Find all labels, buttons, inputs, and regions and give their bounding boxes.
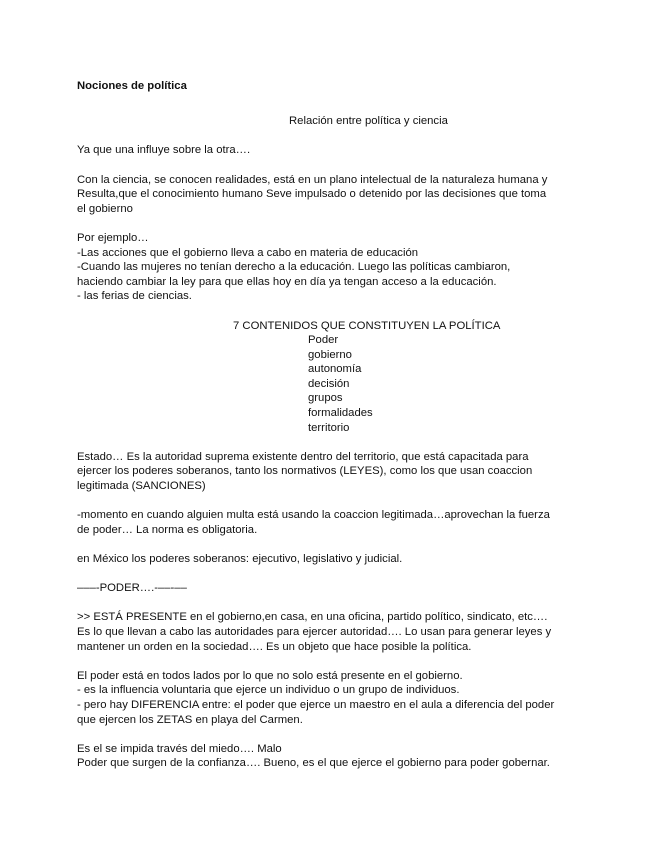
poder-divider: –––-PODER….-––-–– bbox=[77, 582, 187, 595]
science-paragraph bbox=[77, 173, 587, 217]
text-line: El poder está en todos lados por lo que no solo está presente en el gobierno. bbox=[77, 669, 463, 682]
text-line: Estado… Es la autoridad suprema existente dentro del territorio, que está capacitada para bbox=[77, 450, 529, 463]
examples-list bbox=[77, 246, 587, 304]
example-item: haciendo cambiar la ley para que ellas hoy en día ya tengan acceso a la educación. bbox=[77, 275, 497, 288]
example-item: -Las acciones que el gobierno lleva a cabo en materia de educación bbox=[77, 246, 419, 259]
text-line: - pero hay DIFERENCIA entre: el poder que ejerce un maestro en el aula a diferencia del poder bbox=[77, 698, 555, 711]
mexico-line: en México los poderes soberanos: ejecutivo, legislativo y judicial. bbox=[77, 553, 403, 565]
text-line: - es la influencia voluntaria que ejerce un individuo o un grupo de individuos. bbox=[77, 684, 460, 697]
text-line: de poder… La norma es obligatoria. bbox=[77, 523, 258, 536]
text-line: >> ESTÁ PRESENTE en el gobierno,en casa, en una oficina, partido político, sindicato, etc…. bbox=[77, 611, 548, 624]
text-line: el gobierno bbox=[77, 202, 133, 215]
contents-item: grupos bbox=[308, 392, 343, 405]
contents-item: autonomía bbox=[308, 363, 362, 376]
contents-item: territorio bbox=[308, 421, 350, 434]
text-line: legitimada (SANCIONES) bbox=[77, 480, 206, 493]
contents-item: decisión bbox=[308, 377, 350, 390]
presente-paragraph bbox=[77, 610, 587, 654]
text-line: -momento en cuando alguien multa está usando la coaccion legitimada…aprovechan la fuerza bbox=[77, 509, 550, 522]
contents-heading: 7 CONTENIDOS QUE CONSTITUYEN LA POLÍTICA bbox=[233, 319, 501, 332]
intro-line: Ya que una influye sobre la otra…. bbox=[77, 144, 251, 157]
examples-heading: Por ejemplo… bbox=[77, 231, 149, 244]
text-line: Resulta,que el conocimiento humano Seve impulsado o detenido por las decisiones que toma bbox=[77, 188, 547, 201]
estado-paragraph bbox=[77, 450, 587, 494]
text-line: Es el se impida través del miedo…. Malo bbox=[77, 742, 282, 755]
contents-item: formalidades bbox=[308, 407, 373, 420]
text-line: Es lo que llevan a cabo las autoridades para ejercer autoridad…. Lo usan para generar leyes y bbox=[77, 625, 552, 638]
document-title: Nociones de política bbox=[77, 80, 187, 92]
contents-list bbox=[77, 333, 587, 435]
document-subtitle: Relación entre política y ciencia bbox=[289, 115, 448, 128]
momento-paragraph bbox=[77, 508, 587, 537]
document-body bbox=[77, 79, 587, 771]
text-line: ejercer los poderes soberanos, tanto los normativos (LEYES), como los que usan coaccion bbox=[77, 465, 533, 478]
final-paragraph bbox=[77, 742, 587, 771]
contents-item: gobierno bbox=[308, 348, 352, 361]
example-item: - las ferias de ciencias. bbox=[77, 290, 192, 303]
todos-lados-paragraph bbox=[77, 669, 587, 727]
text-line: Con la ciencia, se conocen realidades, está en un plano intelectual de la naturaleza humana y bbox=[77, 173, 548, 186]
contents-item: Poder bbox=[308, 334, 339, 347]
text-line: mantener un orden en la sociedad…. Es un objeto que hace posible la política. bbox=[77, 640, 472, 653]
example-item: -Cuando las mujeres no tenían derecho a la educación. Luego las políticas cambiaron, bbox=[77, 261, 511, 274]
text-line: Poder que surgen de la confianza…. Bueno, es el que ejerce el gobierno para poder gobernar. bbox=[77, 757, 550, 770]
text-line: que ejercen los ZETAS en playa del Carmen. bbox=[77, 713, 303, 726]
